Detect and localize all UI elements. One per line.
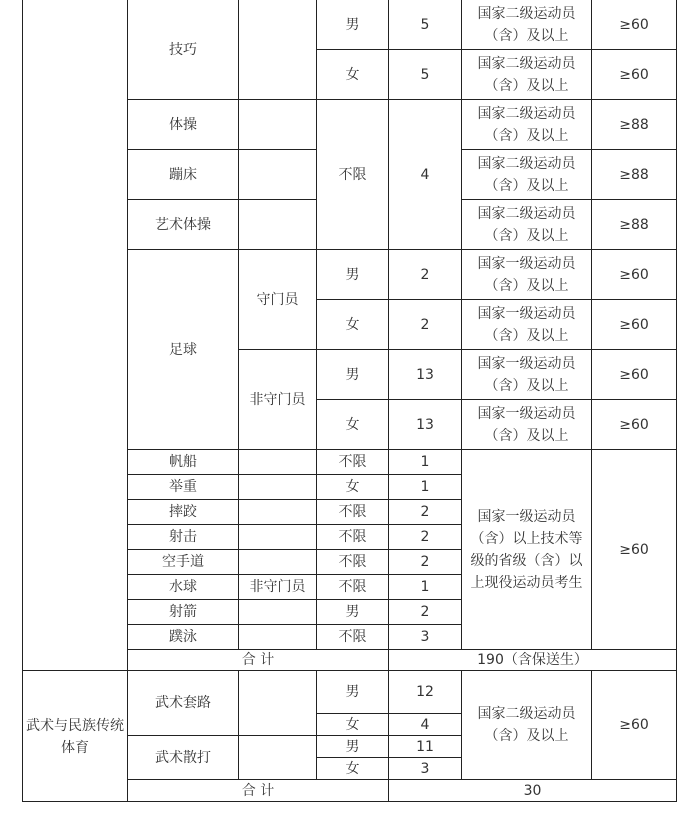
event-name: 艺术体操 <box>155 216 211 233</box>
total-value: 190（含保送生） <box>477 652 588 668</box>
position-cell: 非守门员 <box>249 391 306 408</box>
level-cell: 国家二级运动员（含）及以上 <box>477 205 576 244</box>
level-cell: 国家二级运动员（含）及以上 <box>477 706 576 744</box>
score-cell: ≥60 <box>619 266 649 283</box>
quota-cell: 13 <box>416 366 434 383</box>
quota-cell: 11 <box>416 738 434 755</box>
gender-cell: 女 <box>345 316 360 333</box>
quota-cell: 1 <box>420 579 430 595</box>
score-cell: ≥60 <box>619 66 649 83</box>
table-rule <box>238 149 316 150</box>
level-cell: 国家二级运动员（含）及以上 <box>477 105 576 144</box>
level-cell: 国家二级运动员（含）及以上 <box>477 155 576 194</box>
event-name: 射击 <box>169 529 197 545</box>
gender-cell: 不限 <box>338 504 367 520</box>
total-label: 合 计 <box>241 652 275 668</box>
quota-cell: 2 <box>420 316 430 333</box>
category-name: 武术与民族传统体育 <box>26 717 124 756</box>
level-cell: 国家一级运动员（含）以上技术等级的省级（含）以上现役运动员考生 <box>470 508 583 591</box>
gender-cell: 不限 <box>338 554 367 570</box>
level-cell: 国家一级运动员（含）及以上 <box>477 305 576 344</box>
gender-cell: 男 <box>345 17 360 33</box>
gender-cell: 男 <box>345 266 360 283</box>
score-cell: ≥60 <box>619 416 649 433</box>
total-label: 合 计 <box>241 783 275 799</box>
score-cell: ≥88 <box>619 166 649 183</box>
quota-cell: 5 <box>420 17 430 33</box>
quota-cell: 1 <box>420 454 430 470</box>
score-cell: ≥60 <box>619 17 649 33</box>
gender-cell: 女 <box>345 760 360 777</box>
gender-cell: 女 <box>345 66 360 83</box>
gender-cell: 不限 <box>338 579 367 595</box>
score-cell: ≥60 <box>619 541 649 558</box>
quota-cell: 2 <box>420 554 430 570</box>
gender-cell: 女 <box>345 479 360 495</box>
total-value: 30 <box>523 783 542 799</box>
quota-cell: 5 <box>420 66 430 83</box>
gender-cell: 不限 <box>338 454 367 470</box>
quota-cell: 13 <box>416 416 434 433</box>
table-rule <box>676 0 677 802</box>
event-name: 举重 <box>169 479 197 495</box>
level-cell: 国家一级运动员（含）及以上 <box>477 355 576 394</box>
level-cell: 国家二级运动员（含）及以上 <box>477 55 576 94</box>
event-name: 蹼泳 <box>169 629 197 645</box>
score-cell: ≥88 <box>619 116 649 133</box>
level-cell: 国家二级运动员（含）及以上 <box>477 6 576 44</box>
table-rule <box>238 199 316 200</box>
event-name: 空手道 <box>162 554 204 570</box>
event-name: 武术套路 <box>155 695 211 711</box>
event-name: 摔跤 <box>169 504 197 520</box>
quota-cell: 3 <box>420 760 430 777</box>
gender-cell: 男 <box>345 684 360 700</box>
score-cell: ≥60 <box>619 316 649 333</box>
gender-cell: 女 <box>345 716 360 733</box>
event-name: 射箭 <box>169 604 197 620</box>
level-cell: 国家一级运动员（含）及以上 <box>477 255 576 294</box>
gender-cell: 不限 <box>338 629 367 645</box>
event-name: 水球 <box>169 579 197 595</box>
quota-cell: 4 <box>420 166 430 183</box>
quota-cell: 2 <box>420 266 430 283</box>
event-name: 武术散打 <box>155 749 211 766</box>
quota-cell: 3 <box>420 629 430 645</box>
gender-cell: 不限 <box>338 166 367 183</box>
event-name: 蹦床 <box>169 166 197 183</box>
gender-cell: 男 <box>345 738 360 755</box>
score-cell: ≥88 <box>619 216 649 233</box>
gender-cell: 男 <box>345 604 360 620</box>
score-cell: ≥60 <box>619 366 649 383</box>
event-name: 帆船 <box>169 454 197 470</box>
event-name: 足球 <box>169 341 197 358</box>
position-cell: 守门员 <box>256 291 299 308</box>
table-rule <box>238 670 239 780</box>
gender-cell: 男 <box>345 366 360 383</box>
quota-cell: 2 <box>420 604 430 620</box>
event-name: 体操 <box>169 116 197 133</box>
gender-cell: 不限 <box>338 529 367 545</box>
gender-cell: 女 <box>345 416 360 433</box>
event-name: 技巧 <box>169 42 197 58</box>
level-cell: 国家一级运动员（含）及以上 <box>477 405 576 444</box>
quota-cell: 2 <box>420 504 430 520</box>
quota-cell: 4 <box>420 716 430 733</box>
quota-cell: 2 <box>420 529 430 545</box>
quota-cell: 1 <box>420 479 430 495</box>
score-cell: ≥60 <box>619 717 649 733</box>
position-cell: 非守门员 <box>249 579 306 595</box>
quota-cell: 12 <box>416 684 434 700</box>
